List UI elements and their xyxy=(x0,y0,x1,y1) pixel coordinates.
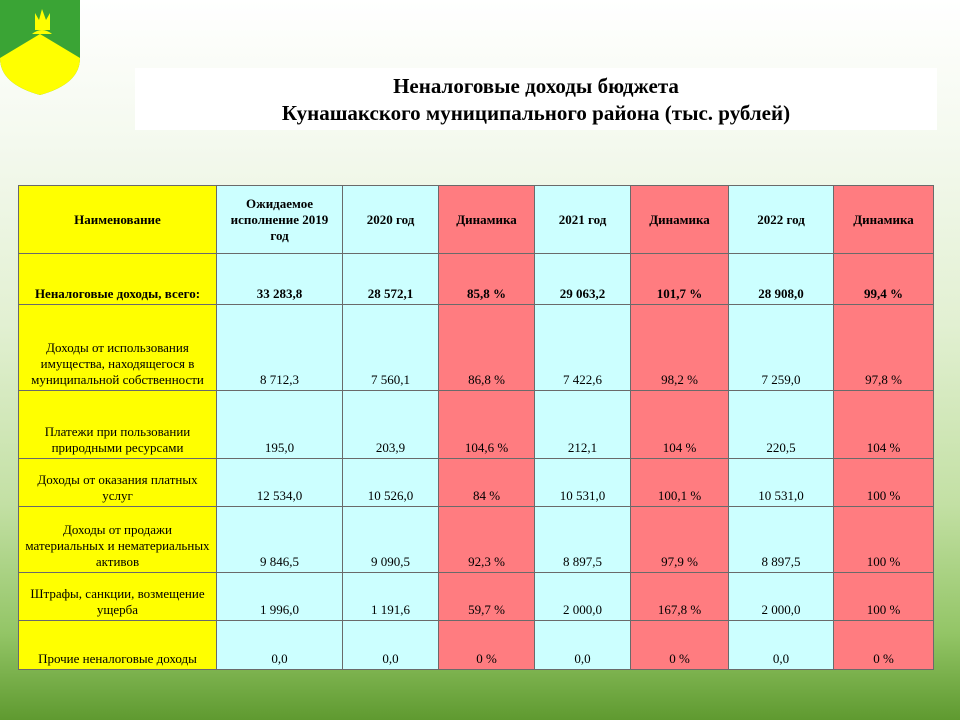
cell-2021: 10 531,0 xyxy=(535,459,631,507)
header-expected-2019: Ожидаемое исполнение 2019 год xyxy=(217,186,343,254)
cell-dynamics-2020: 92,3 % xyxy=(439,507,535,573)
cell-dynamics-2021: 97,9 % xyxy=(631,507,729,573)
cell-expected-2019: 9 846,5 xyxy=(217,507,343,573)
cell-dynamics-2022: 100 % xyxy=(834,507,934,573)
cell-2020: 9 090,5 xyxy=(343,507,439,573)
cell-dynamics-2020: 59,7 % xyxy=(439,573,535,621)
cell-expected-2019: 1 996,0 xyxy=(217,573,343,621)
row-name: Штрафы, санкции, возмещение ущерба xyxy=(19,573,217,621)
row-name: Доходы от оказания платных услуг xyxy=(19,459,217,507)
cell-dynamics-2022: 99,4 % xyxy=(834,254,934,305)
row-name: Доходы от продажи материальных и нематериальных активов xyxy=(19,507,217,573)
table-row xyxy=(19,507,934,573)
cell-dynamics-2021: 101,7 % xyxy=(631,254,729,305)
header-dynamics-2022: Динамика xyxy=(834,186,934,254)
row-name: Неналоговые доходы, всего: xyxy=(19,254,217,305)
table-row-total xyxy=(19,254,934,305)
table-row xyxy=(19,573,934,621)
table-row xyxy=(19,621,934,670)
cell-2020: 1 191,6 xyxy=(343,573,439,621)
slide-title xyxy=(135,68,937,130)
row-name: Прочие неналоговые доходы xyxy=(19,621,217,670)
cell-dynamics-2021: 167,8 % xyxy=(631,573,729,621)
header-dynamics-2021: Динамика xyxy=(631,186,729,254)
cell-dynamics-2020: 85,8 % xyxy=(439,254,535,305)
cell-2020: 203,9 xyxy=(343,391,439,459)
header-dynamics-2020: Динамика xyxy=(439,186,535,254)
cell-dynamics-2020: 0 % xyxy=(439,621,535,670)
cell-2021: 29 063,2 xyxy=(535,254,631,305)
cell-2022: 0,0 xyxy=(729,621,834,670)
cell-dynamics-2020: 86,8 % xyxy=(439,305,535,391)
table-header-row xyxy=(19,186,934,254)
cell-dynamics-2022: 100 % xyxy=(834,459,934,507)
row-name: Доходы от использования имущества, находящегося в муниципальной собственности xyxy=(19,305,217,391)
cell-2022: 28 908,0 xyxy=(729,254,834,305)
header-2022: 2022 год xyxy=(729,186,834,254)
title-line-2: Кунашакского муниципального района (тыс. рублей) xyxy=(281,101,791,125)
cell-dynamics-2021: 0 % xyxy=(631,621,729,670)
cell-2020: 10 526,0 xyxy=(343,459,439,507)
tulip-coat-of-arms-icon xyxy=(0,0,80,96)
cell-expected-2019: 12 534,0 xyxy=(217,459,343,507)
cell-expected-2019: 0,0 xyxy=(217,621,343,670)
table-row xyxy=(19,391,934,459)
header-2020: 2020 год xyxy=(343,186,439,254)
cell-2022: 220,5 xyxy=(729,391,834,459)
cell-expected-2019: 8 712,3 xyxy=(217,305,343,391)
cell-dynamics-2022: 100 % xyxy=(834,573,934,621)
cell-2021: 8 897,5 xyxy=(535,507,631,573)
cell-2022: 8 897,5 xyxy=(729,507,834,573)
row-name: Платежи при пользовании природными ресурсами xyxy=(19,391,217,459)
cell-2020: 7 560,1 xyxy=(343,305,439,391)
cell-2021: 212,1 xyxy=(535,391,631,459)
cell-2020: 0,0 xyxy=(343,621,439,670)
coat-of-arms-emblem xyxy=(0,0,80,96)
cell-expected-2019: 195,0 xyxy=(217,391,343,459)
header-name: Наименование xyxy=(19,186,217,254)
cell-2021: 7 422,6 xyxy=(535,305,631,391)
cell-2022: 7 259,0 xyxy=(729,305,834,391)
cell-2021: 0,0 xyxy=(535,621,631,670)
cell-expected-2019: 33 283,8 xyxy=(217,254,343,305)
cell-dynamics-2022: 97,8 % xyxy=(834,305,934,391)
cell-dynamics-2022: 0 % xyxy=(834,621,934,670)
cell-dynamics-2021: 104 % xyxy=(631,391,729,459)
cell-dynamics-2021: 100,1 % xyxy=(631,459,729,507)
cell-2020: 28 572,1 xyxy=(343,254,439,305)
cell-2022: 10 531,0 xyxy=(729,459,834,507)
cell-dynamics-2021: 98,2 % xyxy=(631,305,729,391)
non-tax-revenue-table xyxy=(18,185,934,670)
table-row xyxy=(19,459,934,507)
header-2021: 2021 год xyxy=(535,186,631,254)
title-line-1: Неналоговые доходы бюджета xyxy=(393,74,679,98)
cell-2021: 2 000,0 xyxy=(535,573,631,621)
table-row xyxy=(19,305,934,391)
cell-dynamics-2020: 84 % xyxy=(439,459,535,507)
cell-2022: 2 000,0 xyxy=(729,573,834,621)
cell-dynamics-2022: 104 % xyxy=(834,391,934,459)
cell-dynamics-2020: 104,6 % xyxy=(439,391,535,459)
